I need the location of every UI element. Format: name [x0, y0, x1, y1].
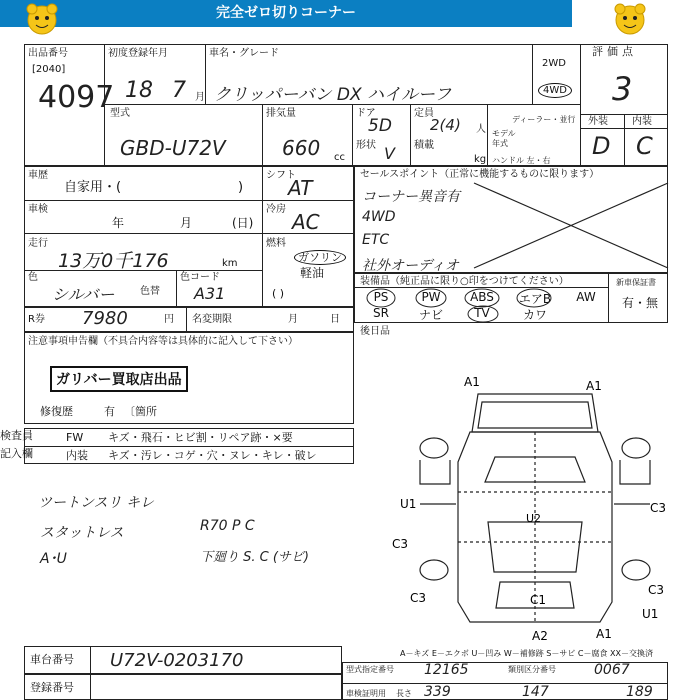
load-label: 積載: [414, 140, 434, 151]
sales-item: コーナー異音有: [362, 189, 460, 205]
door-label: ドア: [356, 108, 376, 119]
warranty-value: 有・無: [622, 296, 659, 310]
designation-value: 12165: [424, 662, 469, 678]
drive-4wd: 4WD: [538, 83, 572, 98]
shape-value: V: [384, 144, 395, 163]
mileage-label: 走行: [28, 238, 48, 249]
int-grade-label: 内装: [632, 116, 652, 127]
warranty-label: 新車保証書: [616, 278, 656, 287]
drive-2wd: 2WD: [542, 58, 566, 69]
equipment-label: 装備品（純正品に限り○印をつけてください）: [360, 276, 569, 287]
damage-mark: C3: [392, 537, 409, 551]
inspection-month-unit: 月: [180, 216, 193, 230]
displacement-label: 排気量: [266, 108, 296, 119]
damage-mark: C1: [530, 593, 547, 607]
length-label: 長さ: [396, 689, 412, 698]
inspector-label: 検査員: [0, 429, 33, 442]
shift-value: AT: [288, 176, 313, 200]
equipment-sr: SR: [373, 306, 389, 320]
class-value: 0067: [594, 662, 630, 678]
sales-item: 社外オーディオ: [362, 258, 459, 274]
equipment-ps: PS: [373, 290, 389, 304]
color-code-value: A31: [194, 284, 226, 303]
aircon-value: AC: [292, 210, 320, 234]
recycle-section: [24, 307, 354, 332]
regno-label: 登録番号: [30, 681, 74, 694]
designation-label: 型式指定番号: [346, 665, 394, 674]
handle-label: ハンドル 左・右: [492, 156, 551, 165]
displacement-unit: cc: [334, 152, 345, 163]
first-reg-month: 7: [172, 78, 186, 103]
inspector-fill-label: 記入欄: [0, 447, 33, 460]
repair-place: 〔箇所: [124, 405, 157, 418]
class-label: 類別区分番号: [508, 665, 556, 674]
notes-label: 注意事項申告欄（不具合内容等は具体的に記入して下さい）: [28, 336, 298, 347]
memo-left: A･U: [40, 551, 67, 567]
damage-mark: C3: [650, 501, 667, 515]
model-type-value: GBD-U72V: [120, 136, 226, 160]
sales-item: 4WD: [362, 209, 396, 225]
usage-label: 車歴: [28, 170, 48, 181]
damage-mark: U2: [526, 512, 542, 525]
shape-label: 形状: [356, 140, 376, 151]
color-code-label: 色コード: [180, 272, 220, 283]
fuel-label: 燃料: [266, 238, 286, 249]
ext-grade-value: D: [592, 132, 611, 160]
damage-mark: C3: [410, 591, 427, 605]
memo-left: スタットレス: [40, 525, 124, 541]
sales-label: セールスポイント（正常に機能するものに限ります）: [360, 169, 600, 180]
memo-left: ツートンスリ キレ: [38, 495, 154, 511]
chassis-label: 車台番号: [30, 653, 74, 666]
width-value: 147: [522, 684, 549, 700]
year-label: 年式: [492, 139, 508, 148]
damage-mark: U1: [642, 607, 659, 621]
usage-value: 自家用・(: [64, 180, 122, 195]
load-unit: kg: [474, 154, 487, 165]
int-grade-value: C: [636, 132, 653, 160]
lot-number: 4097: [38, 80, 115, 115]
chassis-value: U72V-0203170: [110, 650, 244, 671]
damage-mark: U1: [400, 497, 417, 511]
rating-label: 評価点: [592, 45, 637, 58]
color-label: 色: [28, 272, 38, 283]
inspection-year-unit: 年: [112, 216, 125, 230]
height-value: 189: [626, 684, 653, 700]
inspection-day-unit: (日): [232, 216, 254, 230]
memo-right: R70 P C: [200, 518, 255, 534]
aircon-label: 冷房: [266, 204, 286, 215]
model-year-label: モデル: [492, 129, 516, 138]
first-reg-year: 18: [125, 78, 153, 103]
model-type-label: 型式: [110, 108, 130, 119]
length-value: 339: [424, 684, 451, 700]
damage-mark: A1: [464, 375, 480, 389]
equipment-navi: ナビ: [418, 308, 443, 322]
first-reg-label: 初度登録年月: [108, 48, 168, 59]
lot-label: 出品番号: [28, 48, 68, 59]
recycle-value: 7980: [82, 308, 128, 329]
rename-day: 日: [330, 314, 340, 325]
equipment-tv: TV: [474, 306, 490, 320]
inspector-row1: キズ・飛石・ヒビ割・リペア跡・×要: [108, 431, 293, 444]
inspection-label: 車検: [28, 204, 48, 215]
rename-label: 名変期限: [192, 314, 232, 325]
color-change-label: 色替: [140, 286, 160, 297]
equipment-airbag: エアB: [518, 292, 552, 306]
car-damage-diagram: [392, 372, 670, 643]
memo-right: 下廻り S. C (サビ): [200, 550, 310, 565]
sales-item: ETC: [362, 232, 390, 248]
equipment-circle-marks: [354, 286, 608, 322]
equipment-pw: PW: [421, 290, 441, 304]
mileage-value: 13万0千176: [58, 250, 169, 272]
ext-grade-label: 外装: [588, 116, 608, 127]
inspector-fw: FW: [66, 431, 84, 444]
door-value: 5D: [368, 116, 392, 136]
mascot-left-icon: [22, 2, 62, 38]
recycle-unit: 円: [164, 314, 174, 325]
fuel-diesel: 軽油: [300, 266, 325, 280]
car-name-label: 車名・グレード: [209, 48, 279, 59]
capacity-unit: 人: [476, 124, 486, 135]
notes-stamp: ガリバー買取店出品: [50, 366, 188, 392]
car-name-value: クリッパーバン DX ハイルーフ: [214, 85, 452, 105]
inspector-interior: 内装: [66, 449, 88, 462]
first-reg-month-unit: 月: [195, 92, 205, 103]
lot-sub: [2040]: [32, 64, 66, 75]
dealer-label: ディーラー・並行: [512, 115, 576, 124]
recycle-label: R券: [28, 314, 45, 325]
cert-label: 車検証明用: [346, 689, 386, 698]
capacity-value: 2(4): [430, 116, 461, 134]
diagram-legend: A－キズ E－エクボ U－凹み W－補修跡 S－サビ C－腐食 XX－交換済: [400, 649, 654, 658]
damage-mark: A1: [596, 627, 612, 641]
color-value: シルバー: [52, 285, 115, 304]
damage-mark: A2: [532, 629, 548, 643]
inspector-row2: キズ・汚レ・コゲ・穴・ヌレ・キレ・破レ: [108, 449, 317, 462]
shift-label: シフト: [266, 170, 296, 181]
rename-month: 月: [288, 314, 298, 325]
mileage-unit: km: [222, 258, 238, 269]
equipment-aw: AW: [576, 290, 596, 304]
fuel-paren: ( ): [272, 287, 285, 300]
repair-value: 有: [104, 405, 115, 418]
rating-value: 3: [612, 70, 633, 108]
displacement-value: 660: [282, 136, 321, 160]
page-title: 完全ゼロ切りコーナー: [0, 0, 572, 27]
damage-mark: A1: [586, 379, 602, 393]
capacity-label: 定員: [414, 108, 434, 119]
equipment-abs: ABS: [470, 290, 494, 304]
mascot-right-icon: [610, 2, 650, 38]
fuel-gas: ガソリン: [294, 250, 346, 265]
equipment-leather: カワ: [522, 308, 547, 322]
after-items-label: 後日品: [360, 326, 390, 337]
damage-mark: C3: [648, 583, 665, 597]
repair-label: 修復歴: [40, 405, 73, 418]
usage-close: ): [238, 180, 244, 195]
